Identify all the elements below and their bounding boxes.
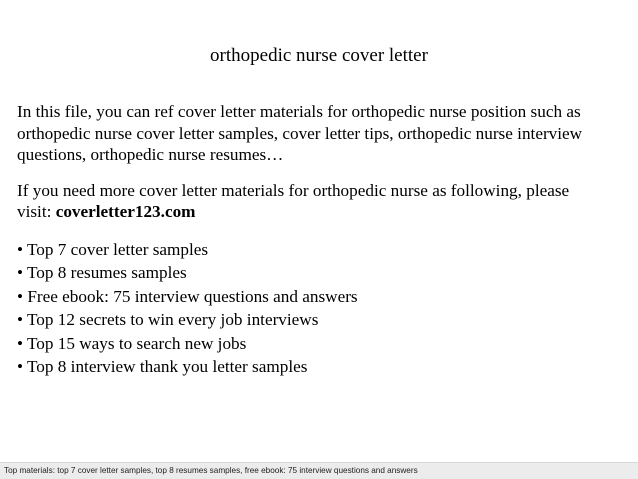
document-body [17,101,629,379]
list-item: • Top 8 interview thank you letter samples [17,357,308,377]
intro-line-3: questions, orthopedic nurse resumes… [17,145,284,164]
visit-prefix: visit: [17,202,56,221]
visit-line [17,201,629,223]
page-title: orthopedic nurse cover letter [210,45,428,66]
more-materials-line: If you need more cover letter materials for orthopedic nurse as following, please [17,180,570,200]
list-item: • Top 12 secrets to win every job interviews [17,310,319,330]
materials-list [17,238,629,380]
footer-bar [0,462,638,479]
footer-text: Top materials: top 7 cover letter samples, top 8 resumes samples, free ebook: 75 interview questions and answers [4,466,418,475]
list-item: • Top 8 resumes samples [17,263,187,283]
intro-line-1: In this file, you can ref cover letter materials for orthopedic nurse position such as [17,102,581,121]
list-item: • Free ebook: 75 interview questions and answers [17,286,358,306]
site-link[interactable]: coverletter123.com [55,202,196,221]
intro-line-2: orthopedic nurse cover letter samples, cover letter tips, orthopedic nurse interview [17,123,583,143]
list-item: • Top 15 ways to search new jobs [17,333,247,353]
list-item: • Top 7 cover letter samples [17,239,209,259]
